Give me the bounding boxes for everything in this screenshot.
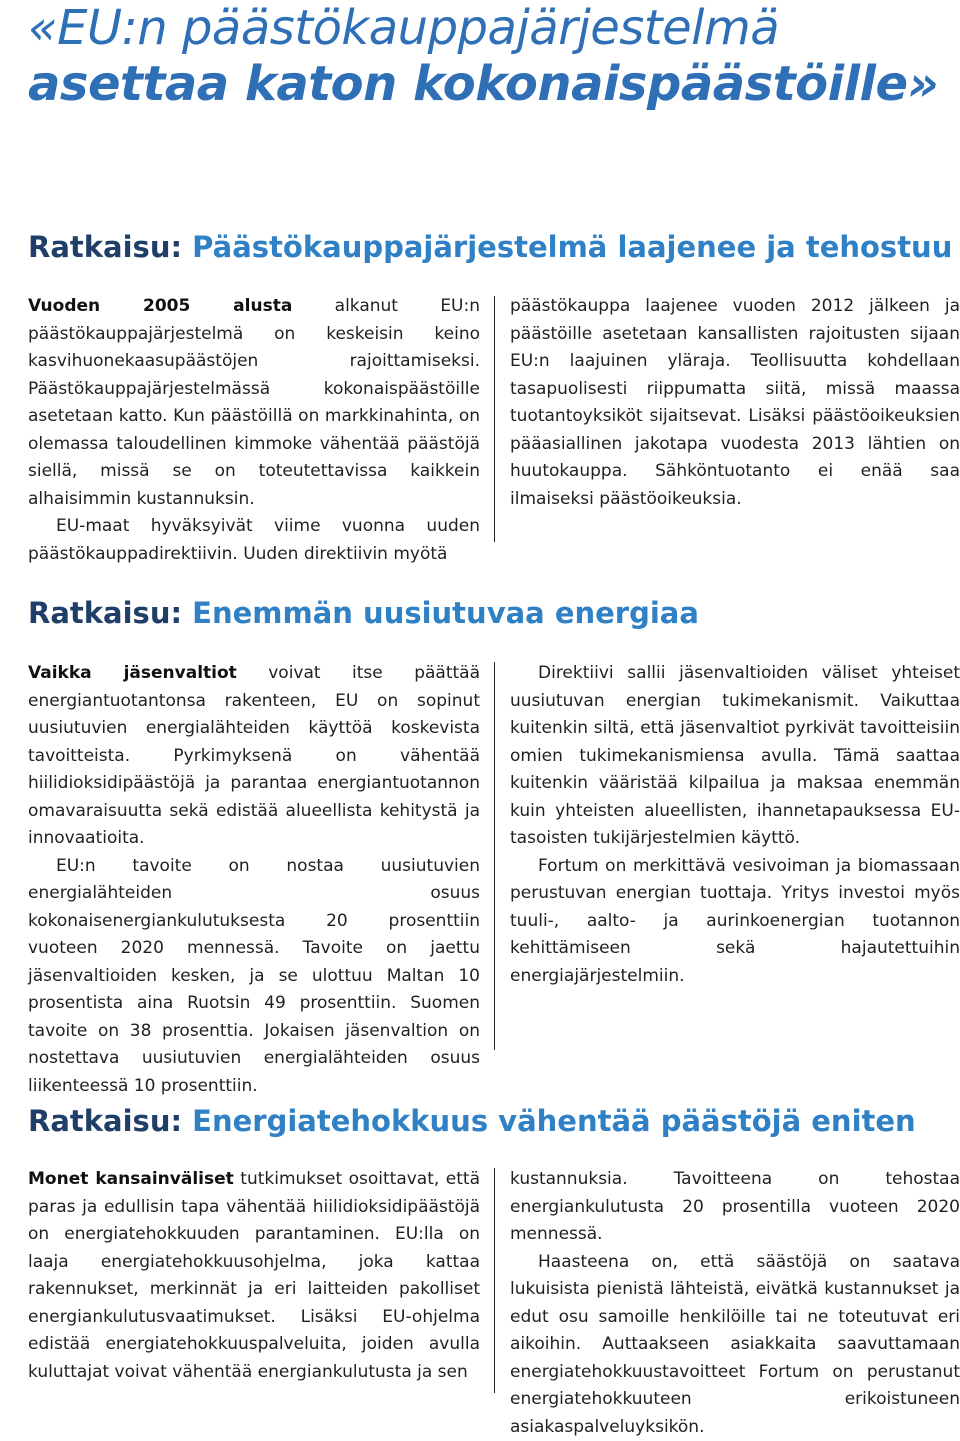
headline-line-1: «EU:n päästökauppajärjestelmä <box>28 0 948 56</box>
paragraph: EU:n tavoite on nostaa uusiutuvien energialähteiden osuus kokonaisenergiankulutuksesta 20 prosenttiin vuoteen 2020 mennessä. Tavoite on jaettu jäsenvaltioiden kesken, ja se ulottuu Maltan 10 prosentista aina Ruotsin 49 prosenttiin. Suomen tavoite on 38 prosenttia. Jokaisen jäsenvaltion on nostettava uusiutuvien energialähteiden osuus liikenteessä 10 prosenttiin. <box>28 853 480 1101</box>
section-heading: Enemmän uusiutuvaa energiaa <box>192 596 699 630</box>
lead-in: Vuoden 2005 alusta <box>28 296 292 316</box>
section-1-left-column <box>28 293 480 568</box>
paragraph-text: alkanut EU:n päästökauppajärjestelmä on keskeisin keino kasvihuonekaasupäästöjen rajoittamiseksi. Päästökauppajärjestelmässä kokonaispäästöille asetetaan katto. Kun päästöillä on markkinahinta, on olemassa taloudellinen kimmoke vähentää päästöjä siellä, missä se on toteutettavissa kaikkein alhaisimmin kustannuksin. <box>28 296 480 509</box>
section-title-energy-efficiency <box>28 1103 916 1139</box>
section-prefix: Ratkaisu: <box>28 596 182 630</box>
lead-in: Monet kansainväliset <box>28 1169 234 1189</box>
paragraph-text: voivat itse päättää energiantuotantonsa rakenteen, EU on sopinut uusiutuvien energialähteiden käyttöä koskevista tavoitteista. Pyrkimyksenä on vähentää hiilidioksidipäästöjä ja parantaa energiantuotannon omavaraisuutta sekä edistää alueellista kehitystä ja innovaatioita. <box>28 663 480 848</box>
column-divider <box>494 662 495 1050</box>
section-2-left-column <box>28 660 480 1100</box>
column-divider <box>494 1168 495 1393</box>
paragraph <box>28 660 480 853</box>
paragraph: EU-maat hyväksyivät viime vuonna uuden päästökauppadirektiivin. Uuden direktiivin myötä <box>28 513 480 568</box>
section-1-right-column <box>510 293 960 513</box>
page-headline <box>28 0 948 112</box>
paragraph <box>28 1166 480 1386</box>
section-heading: Päästökauppajärjestelmä laajenee ja tehostuu <box>192 230 952 264</box>
section-3-left-column <box>28 1166 480 1386</box>
paragraph: Haasteena on, että säästöjä on saatava lukuisista pienistä lähteistä, eivätkä kustannukset ja edut osu samoille henkilöille tai ne toteutuvat eri aikoihin. Auttaakseen asiakkaita saavuttamaan energiatehokkuustavoitteet Fortum on perustanut energiatehokkuuteen erikoistuneen asiakaspalveluyksikön. <box>510 1249 960 1441</box>
lead-in: Vaikka jäsenvaltiot <box>28 663 237 683</box>
column-divider <box>494 296 495 542</box>
paragraph: Direktiivi sallii jäsenvaltioiden väliset yhteiset uusiutuvan energian tukimekanismit. Vaikuttaa kuitenkin siltä, että jäsenvaltiot pyrkivät tavoitteisiin omien tukimekanismiensa avulla. Tämä saattaa kuitenkin vääristää kilpailua ja maksaa enemmän kuin yhteisten alueellisten, ihannetapauksessa EU-tasoisten tukijärjestelmien käyttö. <box>510 660 960 853</box>
section-title-renewables <box>28 595 699 631</box>
paragraph: Fortum on merkittävä vesivoiman ja biomassaan perustuvan energian tuottaja. Yritys investoi myös tuuli-, aalto- ja aurinkoenergian tuotannon kehittämiseen sekä hajautettuihin energiajärjestelmiin. <box>510 853 960 991</box>
paragraph-text: tutkimukset osoittavat, että paras ja edullisin tapa vähentää hiilidioksidipäästöjä on energiatehokkuuden parantaminen. EU:lla on laaja energiatehokkuusohjelma, joka kattaa rakennukset, merkinnät ja eri laitteiden pakolliset energiankulutusvaatimukset. Lisäksi EU-ohjelma edistää energiatehokkuuspalveluita, joiden avulla kuluttajat voivat vähentää energiankulutusta ja sen <box>28 1169 480 1382</box>
section-2-right-column <box>510 660 960 990</box>
section-prefix: Ratkaisu: <box>28 230 182 264</box>
section-title-emissions-trading <box>28 229 952 265</box>
headline-line-2: asettaa katon kokonaispäästöille» <box>28 56 948 112</box>
section-heading: Energiatehokkuus vähentää päästöjä eniten <box>192 1104 916 1138</box>
section-prefix: Ratkaisu: <box>28 1104 182 1138</box>
section-3-right-column <box>510 1166 960 1441</box>
paragraph: päästökauppa laajenee vuoden 2012 jälkeen ja päästöille asetetaan kansallisten rajoitusten sijaan EU:n laajuinen yläraja. Teollisuutta kohdellaan tasapuolisesti riippumatta siitä, missä maassa tuotantoyksiköt sijaitsevat. Lisäksi päästöoikeuksien pääasiallinen jakotapa vuodesta 2013 lähtien on huutokauppa. Sähköntuotanto ei enää saa ilmaiseksi päästöoikeuksia. <box>510 293 960 513</box>
paragraph: kustannuksia. Tavoitteena on tehostaa energiankulutusta 20 prosentilla vuoteen 2020 mennessä. <box>510 1166 960 1249</box>
paragraph <box>28 293 480 513</box>
